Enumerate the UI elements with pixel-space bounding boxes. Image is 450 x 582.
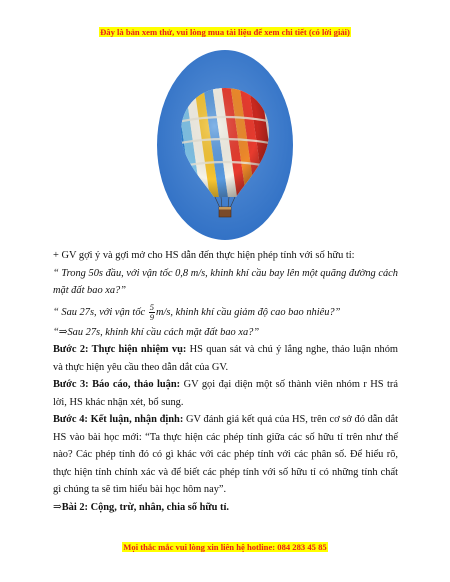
question-1: “ Trong 50s đầu, với vận tốc 0,8 m/s, khinh khí cầu bay lên một quãng đường cách mặt đất bao xa?” [53, 267, 398, 296]
lesson-text-body [53, 247, 398, 516]
hot-air-balloon-image [157, 50, 293, 240]
step-2: Bước 2: Thực hiện nhiệm vụ: HS quan sát và chú ý lắng nghe, thảo luận nhóm và thực hiện yêu cầu theo dẫn dắt của GV. [53, 344, 399, 373]
question-2: “ Sau 27s, với vận tốc $\frac{5}{9}$ m/s, khinh khí cầu giảm độ cao bao nhiêu?” [53, 301, 341, 322]
step-4: Bước 4: Kết luận, nhận định: GV đánh giá kết quả của HS, trên cơ sở đó dẫn dắt HS vào bài học mới: “Ta thực hiện các phép tính giữa các số hữu tỉ trên như thế nào? Các phép tính đó có gì khác với các phép tính với các phân số. Để hiểu rõ, thực hiện tính chính xác và để biết các phép tính với số hữu tỉ có những tính chất gì chúng ta sẽ tìm hiểu bài học hôm nay”. [53, 414, 398, 495]
lesson-title: ⇒Bài 2: Cộng, trừ, nhân, chia số hữu tỉ. [53, 501, 229, 513]
fraction-five-ninths: $\frac{5}{9}$ [149, 301, 154, 322]
question-3: “⇒Sau 27s, khinh khí cầu cách mặt đất bao xa?” [53, 326, 260, 338]
step-3: Bước 3: Báo cáo, thảo luận: GV gọi đại diện một số thành viên nhóm r HS trả lời, HS khác nhận xét, bổ sung. [53, 379, 398, 408]
preview-notice-banner: Đây là bản xem thử, vui lòng mua tài liệu để xem chi tiết (có lời giải) [100, 27, 350, 37]
intro-line: + GV gợi ý và gợi mở cho HS dẫn đến thực hiện phép tính với số hữu tỉ: [53, 250, 355, 261]
hotline-banner: Mọi thắc mắc vui lòng xin liên hệ hotline: 084 283 45 85 [123, 542, 327, 552]
